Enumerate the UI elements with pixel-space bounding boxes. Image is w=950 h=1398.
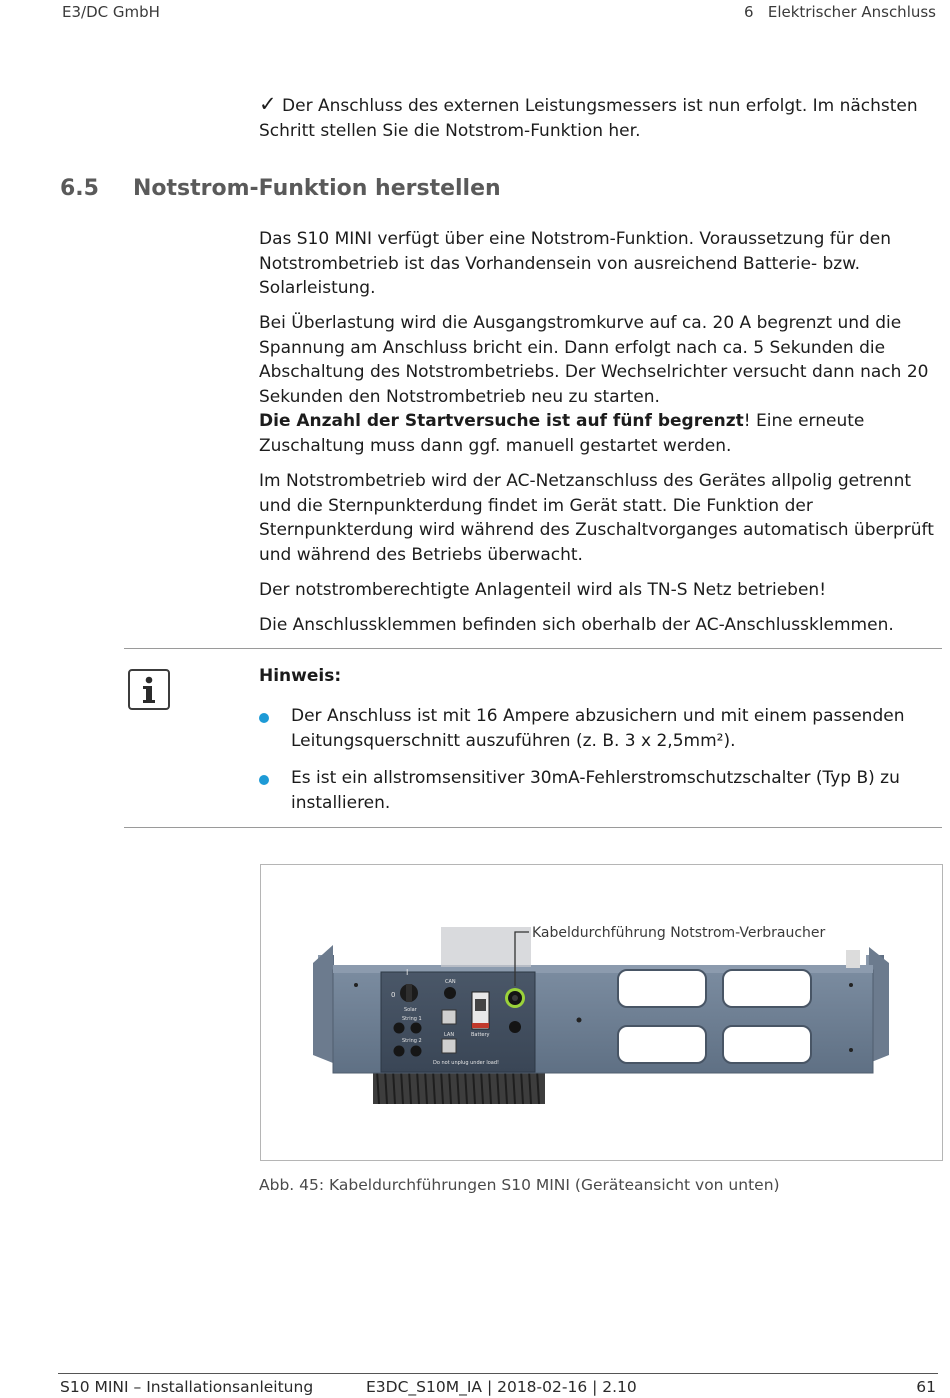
label-can: CAN <box>445 979 456 985</box>
note-top-rule <box>124 648 942 649</box>
paragraph-4: Der notstromberechtigte Anlagenteil wird als TN-S Netz betrieben! <box>259 580 827 600</box>
label-battery: Battery <box>471 1032 490 1038</box>
intro-text: Der Anschluss des externen Leistungsmessers ist nun erfolgt. Im nächsten Schritt stellen Sie die Notstrom-Funktion her. <box>259 96 918 141</box>
section-number: 6.5 <box>60 176 99 201</box>
label-solar: Solar <box>404 1007 417 1013</box>
footer-doc-id: E3DC_S10M_IA | 2018-02-16 | 2.10 <box>366 1378 637 1396</box>
header-chapter: 6 Elektrischer Anschluss <box>744 3 936 21</box>
figure-caption: Abb. 45: Kabeldurchführungen S10 MINI (Geräteansicht von unten) <box>259 1176 780 1194</box>
figure-frame <box>260 864 943 1161</box>
paragraph-5: Die Anschlussklemmen befinden sich oberhalb der AC-Anschlussklemmen. <box>259 615 894 635</box>
paragraph-1: Das S10 MINI verfügt über eine Notstrom-Funktion. Voraussetzung für den Notstrombetrieb ist das Vorhandensein von ausreichend Batterie- bzw. Solarleistung. <box>259 229 891 298</box>
header-company: E3/DC GmbH <box>62 3 160 21</box>
paragraph-2 <box>259 311 939 458</box>
label-lan: LAN <box>444 1032 455 1038</box>
intro-note <box>259 92 939 143</box>
label-string-1: String 1 <box>402 1016 422 1022</box>
figure-callout: Kabeldurchführung Notstrom-Verbraucher <box>532 925 826 941</box>
bullet-dot-2 <box>259 775 269 785</box>
paragraph-2-bold: Die Anzahl der Startversuche ist auf fünf begrenzt <box>259 411 744 431</box>
device-illustration <box>261 865 942 1160</box>
footer-rule <box>58 1373 938 1374</box>
footer-page-number: 61 <box>916 1378 936 1396</box>
note-heading: Hinweis: <box>259 666 342 686</box>
bullet-dot-1 <box>259 713 269 723</box>
paragraph-2-tail: ! Eine erneute Zuschaltung muss dann ggf. manuell gestartet werden. <box>259 411 865 456</box>
section-title: Notstrom-Funktion herstellen <box>133 176 501 201</box>
footer-doc-title: S10 MINI – Installationsanleitung <box>60 1378 314 1396</box>
paragraph-2-text: Bei Überlastung wird die Ausgangstromkurve auf ca. 20 A begrenzt und die Spannung am Anschluss bricht ein. Dann erfolgt nach ca. 5 Sekunden die Abschaltung des Notstrombetriebs. Der Wechselrichter versucht dann nach 20 Sekunden den Notstrombetrieb neu zu starten. <box>259 313 929 407</box>
label-string-2: String 2 <box>402 1038 422 1044</box>
note-bottom-rule <box>124 827 942 828</box>
note-bullet-1: Der Anschluss ist mit 16 Ampere abzusichern und mit einem passenden Leitungsquerschnitt auszuführen (z. B. 3 x 2,5mm²). <box>291 706 905 751</box>
info-icon <box>128 669 170 710</box>
paragraph-3: Im Notstrombetrieb wird der AC-Netzanschluss des Gerätes allpolig getrennt und die Sternpunkterdung findet im Gerät statt. Die Funktion der Sternpunkterdung wird während des Zuschaltvorganges automatisch überprüft und während des Betriebs überwacht. <box>259 471 934 565</box>
label-switch-off: 0 <box>391 991 396 999</box>
check-icon: ✓ <box>259 92 277 116</box>
note-bullet-2: Es ist ein allstromsensitiver 30mA-Fehlerstromschutzschalter (Typ B) zu installieren. <box>291 768 900 813</box>
label-warning: Do not unplug under load! <box>433 1060 500 1066</box>
heat-sink <box>373 1070 545 1104</box>
label-switch-on: I <box>406 968 409 977</box>
